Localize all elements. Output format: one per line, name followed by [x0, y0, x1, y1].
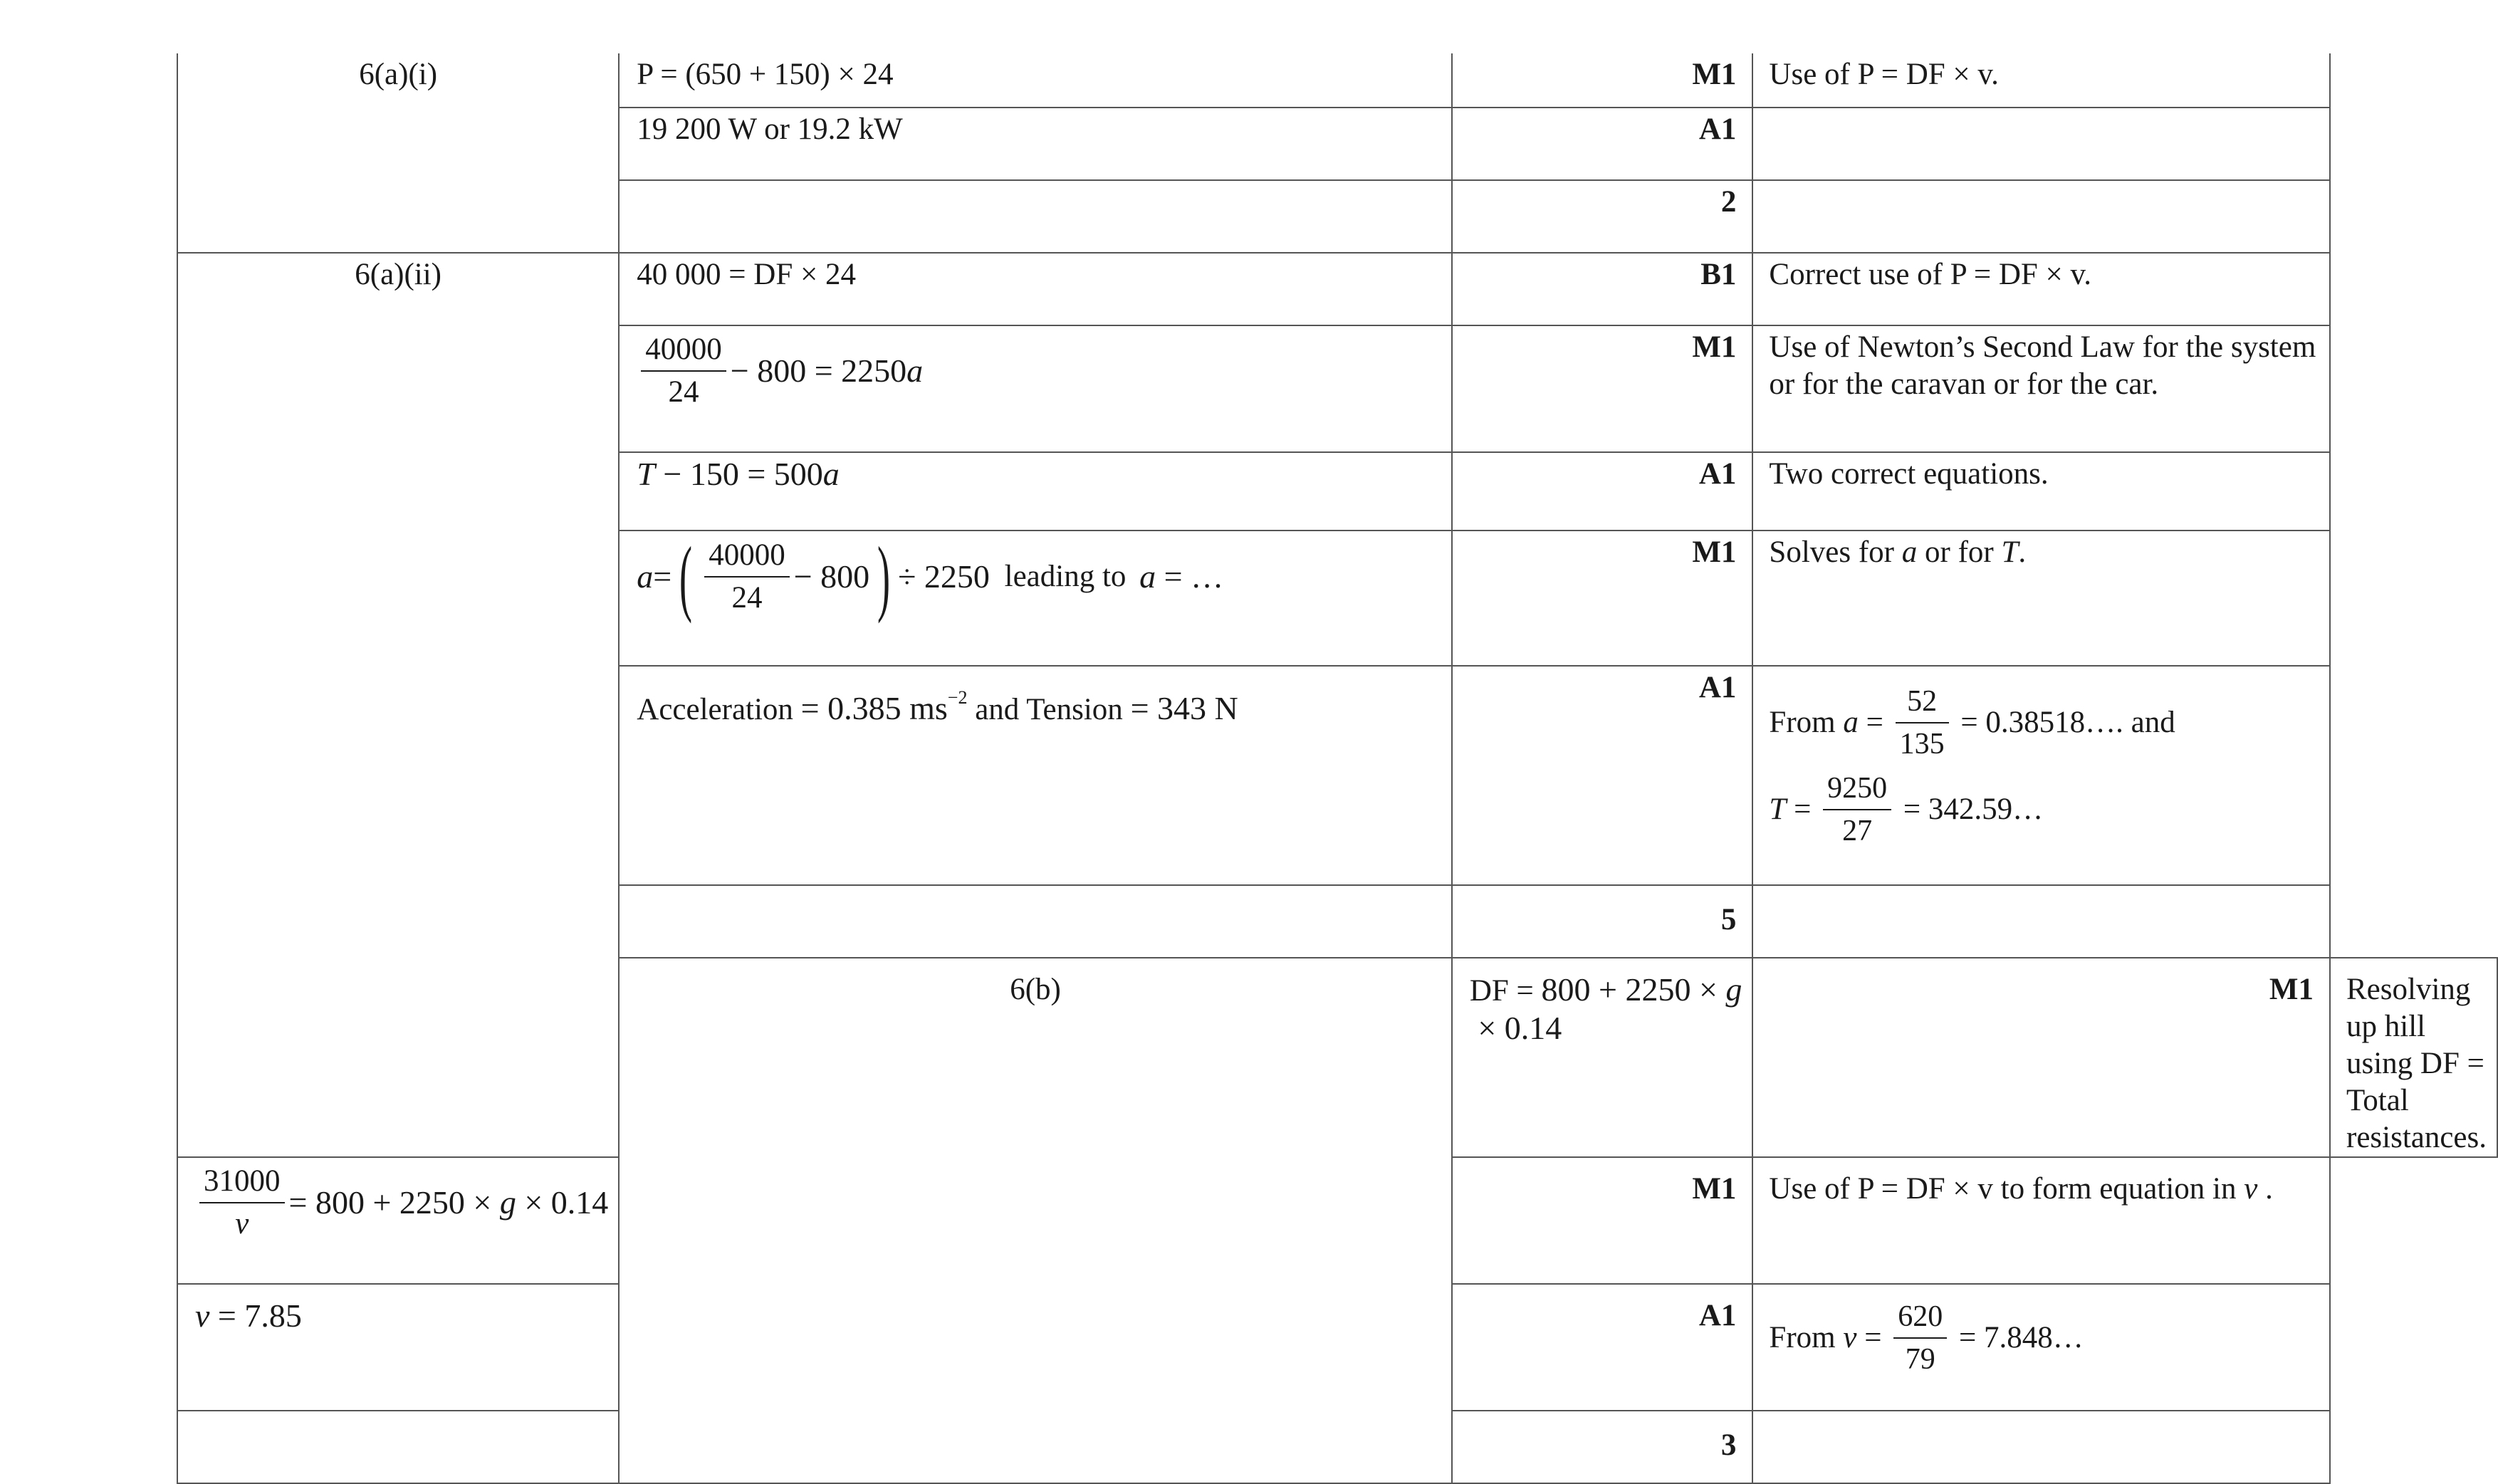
answer-cell: 19 200 W or 19.2 kW — [619, 108, 1452, 180]
answer-cell: 40 000 = DF × 24 — [619, 253, 1452, 325]
guidance-cell: Use of P = DF × v. — [1752, 53, 2330, 108]
guidance-cell — [1752, 885, 2330, 958]
mark-cell: A1 — [1452, 452, 1753, 531]
answer-cell: a = ( $\frac{40000}{24}$ − 800 ) ÷ 2250 leading to a = … — [619, 531, 1452, 666]
mark-cell: M1 — [1752, 958, 2330, 1157]
question-number: 6(a)(ii) — [177, 253, 619, 1157]
guidance-cell: From v = $\frac{620}{79}$ = 7.848… — [1752, 1284, 2330, 1411]
guidance-cell: Use of Newton’s Second Law for the system or for the caravan or for the car. — [1752, 325, 2330, 452]
table-row — [177, 253, 2497, 325]
answer-cell: P = (650 + 150) × 24 — [619, 53, 1452, 108]
question-number: 6(b) — [619, 958, 1452, 1483]
guidance-cell: Use of P = DF × v to form equation in v . — [1752, 1157, 2330, 1284]
fraction: $\frac{52}{135}$ — [1896, 681, 1949, 765]
mark-cell: M1 — [1452, 531, 1753, 666]
guidance-cell: From a = $\frac{52}{135}$ = 0.38518…. and T = $\frac{9250}{27}$ = 342.59… — [1752, 666, 2330, 885]
fraction: $\frac{9250}{27}$ — [1823, 768, 1891, 852]
guidance-cell — [1752, 180, 2330, 253]
answer-cell — [177, 1411, 619, 1483]
answer-cell: v = 7.85 — [177, 1284, 619, 1411]
mark-cell: M1 — [1452, 1157, 1753, 1284]
guidance-cell: Resolving up hill using DF = Total resistances. — [2330, 958, 2497, 1157]
guidance-cell: Solves for a or for T. — [1752, 531, 2330, 666]
total-mark: 3 — [1452, 1411, 1753, 1483]
guidance-cell — [1752, 1411, 2330, 1483]
answer-cell: $\frac{40000}{24}$ − 800 = 2250 a — [619, 325, 1452, 452]
fraction: $\frac{40000}{24}$ — [641, 329, 726, 413]
guidance-cell — [1752, 108, 2330, 180]
mark-cell: A1 — [1452, 108, 1753, 180]
total-mark: 5 — [1452, 885, 1753, 958]
table-row — [177, 53, 2497, 108]
fraction: $\frac{620}{79}$ — [1893, 1296, 1947, 1380]
answer-cell — [619, 180, 1452, 253]
fraction: $\frac{31000}{v}$ — [199, 1161, 285, 1245]
mark-scheme-table — [177, 53, 2498, 1484]
answer-cell — [619, 885, 1452, 958]
mark-cell: M1 — [1452, 53, 1753, 108]
question-number: 6(a)(i) — [177, 53, 619, 253]
answer-cell: DF = 800 + 2250 × g × 0.14 — [1452, 958, 1753, 1157]
guidance-cell: Two correct equations. — [1752, 452, 2330, 531]
mark-cell: A1 — [1452, 666, 1753, 885]
answer-cell: T − 150 = 500a — [619, 452, 1452, 531]
answer-cell: $\frac{31000}{v}$ = 800 + 2250 × g × 0.14 — [177, 1157, 619, 1284]
answer-cell: Acceleration = 0.385 $ms^{-2}$ and Tension = 343 N — [619, 666, 1452, 885]
fraction: $\frac{40000}{24}$ — [704, 535, 790, 619]
guidance-cell: Correct use of P = DF × v. — [1752, 253, 2330, 325]
mark-cell: M1 — [1452, 325, 1753, 452]
mark-cell: A1 — [1452, 1284, 1753, 1411]
mark-cell: B1 — [1452, 253, 1753, 325]
total-mark: 2 — [1452, 180, 1753, 253]
